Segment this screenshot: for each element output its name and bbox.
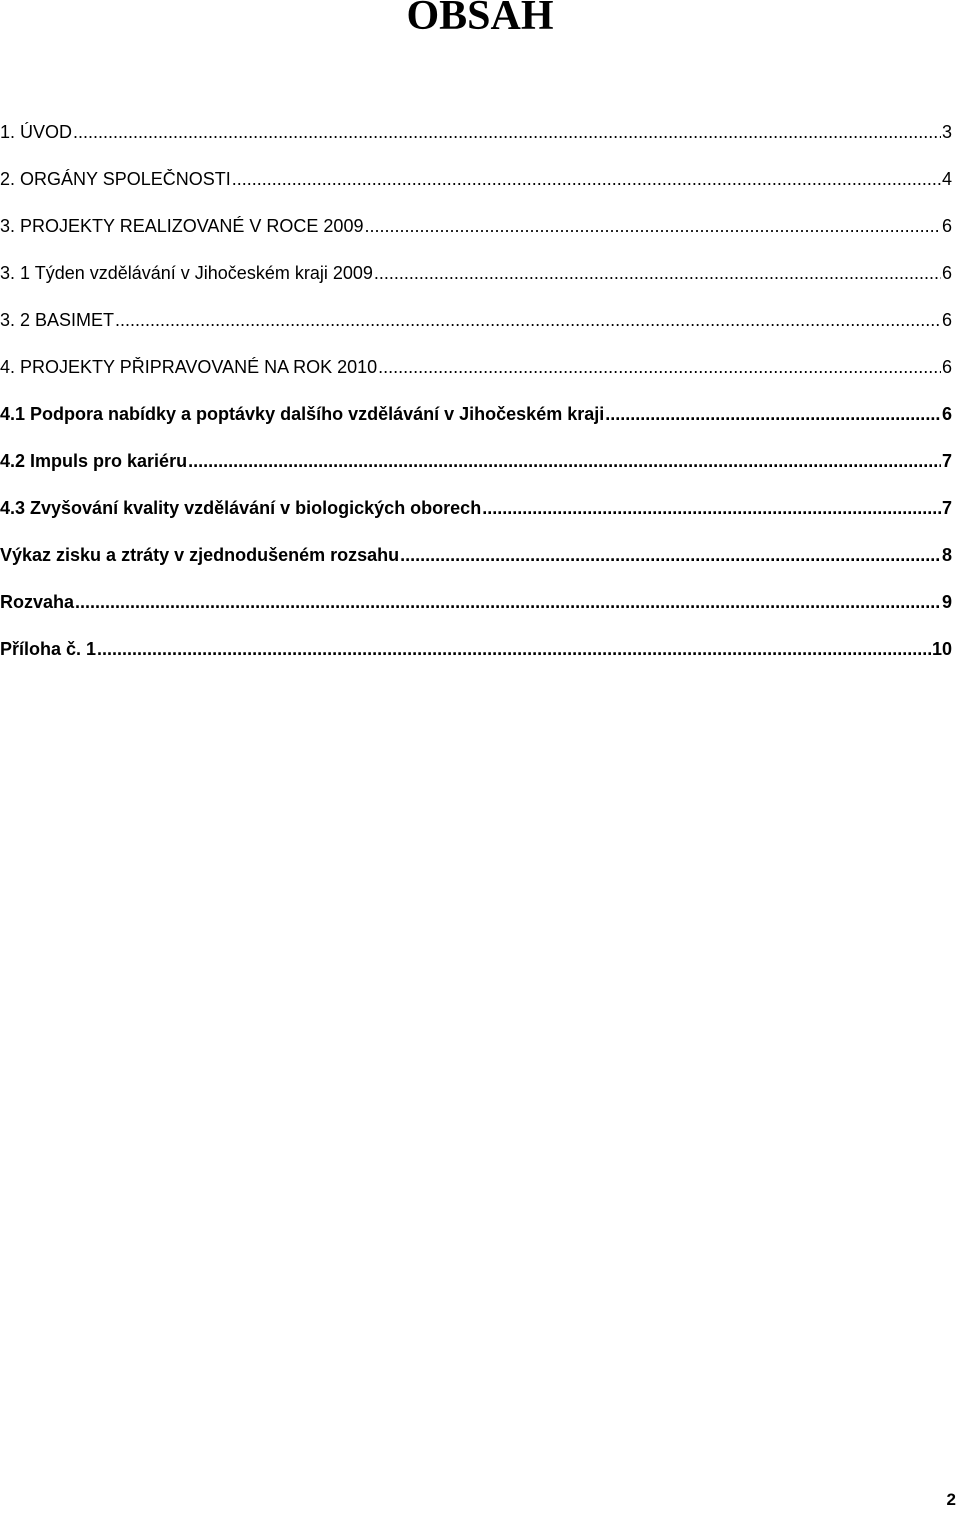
toc-entry[interactable]: [0, 216, 952, 263]
toc-entry[interactable]: [0, 169, 952, 216]
toc-entry-label: 4.3 Zvyšování kvality vzdělávání v biologických oborech: [0, 498, 482, 518]
toc-entry[interactable]: [0, 592, 952, 639]
toc-entry[interactable]: [0, 263, 952, 310]
toc-entry-label: 1. ÚVOD: [0, 122, 73, 142]
toc-entry[interactable]: [0, 357, 952, 404]
toc-entry-label: 2. ORGÁNY SPOLEČNOSTI: [0, 169, 231, 189]
toc-entry-label: Výkaz zisku a ztráty v zjednodušeném rozsahu: [0, 545, 400, 565]
toc-entry-page: 6: [941, 404, 952, 424]
toc-entry-page: 3: [941, 122, 952, 142]
toc-entry-page: 6: [941, 263, 952, 283]
toc-entry-label: Příloha č. 1: [0, 639, 97, 659]
toc-dot-leader: [75, 592, 941, 613]
toc-entry[interactable]: [0, 451, 952, 498]
toc-entry[interactable]: [0, 310, 952, 357]
toc-entry-page: 7: [941, 498, 952, 518]
toc-entry-page: 6: [941, 216, 952, 236]
toc-dot-leader: [97, 639, 931, 660]
toc-dot-leader: [115, 310, 941, 331]
toc-entry[interactable]: [0, 122, 952, 169]
toc-entry[interactable]: [0, 545, 952, 592]
page-number: 2: [946, 1490, 956, 1509]
toc-entry-label: 3. 2 BASIMET: [0, 310, 115, 330]
toc-entry-page: 4: [941, 169, 952, 189]
toc-dot-leader: [482, 498, 941, 519]
toc-entry[interactable]: [0, 639, 952, 686]
toc-entry[interactable]: [0, 404, 952, 451]
toc-dot-leader: [374, 263, 941, 284]
toc-dot-leader: [73, 122, 941, 143]
toc-dot-leader: [364, 216, 941, 237]
toc-entry-label: 3. PROJEKTY REALIZOVANÉ V ROCE 2009: [0, 216, 364, 236]
toc-entry-label: 3. 1 Týden vzdělávání v Jihočeském kraji 2009: [0, 263, 373, 283]
table-of-contents: [0, 122, 952, 686]
toc-entry[interactable]: [0, 498, 952, 545]
toc-entry-label: 4.2 Impuls pro kariéru: [0, 451, 188, 471]
toc-entry-page: 10: [931, 639, 952, 659]
toc-dot-leader: [232, 169, 941, 190]
toc-entry-page: 6: [941, 357, 952, 377]
toc-entry-page: 9: [941, 592, 952, 612]
toc-entry-label: 4.1 Podpora nabídky a poptávky dalšího vzdělávání v Jihočeském kraji: [0, 404, 605, 424]
toc-dot-leader: [400, 545, 941, 566]
toc-entry-label: 4. PROJEKTY PŘIPRAVOVANÉ NA ROK 2010: [0, 357, 378, 377]
toc-dot-leader: [188, 451, 941, 472]
page-title: OBSAH: [406, 0, 554, 39]
toc-entry-page: 7: [941, 451, 952, 471]
toc-entry-page: 8: [941, 545, 952, 565]
toc-entry-page: 6: [941, 310, 952, 330]
toc-entry-label: Rozvaha: [0, 592, 75, 612]
toc-dot-leader: [605, 404, 941, 425]
toc-dot-leader: [378, 357, 941, 378]
